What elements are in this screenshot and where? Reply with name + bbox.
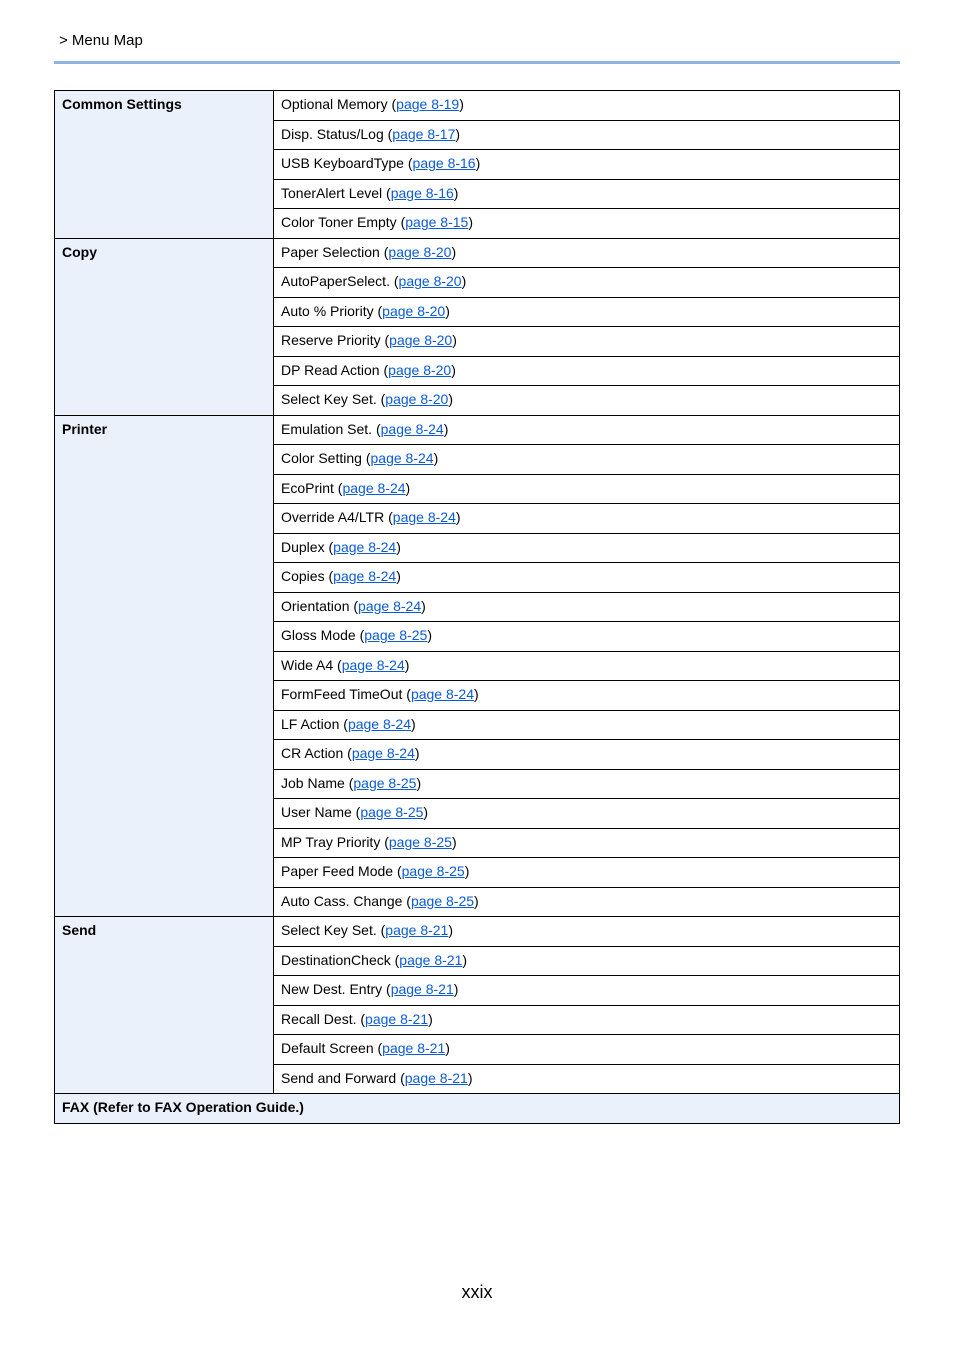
menu-item-label: Color Toner Empty [281, 214, 397, 230]
menu-item [274, 91, 900, 121]
paren-open: ( [376, 922, 386, 938]
menu-item-label: Auto % Priority [281, 302, 374, 319]
page-reference-link[interactable]: page 8-21 [399, 951, 463, 968]
paren-open: ( [349, 597, 359, 614]
page-reference-link[interactable]: page 8-25 [388, 833, 452, 850]
page-reference-link[interactable]: page 8-20 [388, 361, 452, 378]
paren-close: ) [443, 420, 449, 437]
paren-open: ( [396, 1069, 405, 1086]
menu-item-label: User Name [281, 804, 352, 820]
paren-open: ( [379, 361, 389, 378]
menu-item [274, 533, 900, 563]
paren-open: ( [383, 125, 393, 142]
menu-item-label: Disp. Status/Log [281, 125, 384, 142]
paren-open: ( [324, 568, 334, 584]
paren-open: ( [382, 184, 391, 201]
section-title: Copy [55, 238, 274, 415]
paren-open: ( [402, 686, 411, 702]
menu-item [274, 592, 900, 622]
paren-open: ( [373, 302, 383, 319]
menu-item [274, 917, 900, 947]
page-reference-link[interactable]: page 8-24 [333, 568, 397, 584]
menu-item [274, 297, 900, 327]
menu-item-label: Select Key Set. [281, 391, 377, 407]
menu-item-label: EcoPrint [281, 479, 334, 496]
paren-open: ( [339, 715, 348, 732]
menu-item [274, 327, 900, 357]
paren-close: ) [451, 243, 457, 260]
page-reference-link[interactable]: page 8-20 [389, 332, 453, 348]
paren-close: ) [423, 804, 429, 820]
menu-item [274, 120, 900, 150]
menu-item [274, 356, 900, 386]
table-row [55, 238, 900, 268]
menu-item [274, 238, 900, 268]
page-reference-link[interactable]: page 8-16 [412, 155, 476, 171]
paren-close: ) [464, 863, 470, 879]
paren-close: ) [448, 922, 454, 938]
menu-item-label: Gloss Mode [281, 627, 356, 643]
paren-open: ( [382, 981, 391, 997]
menu-item [274, 474, 900, 504]
paren-close: ) [396, 568, 401, 584]
menu-item [274, 415, 900, 445]
menu-item-label: Wide A4 [281, 656, 334, 673]
table-row [55, 91, 900, 121]
paren-close: ) [414, 745, 420, 761]
page-reference-link[interactable]: page 8-25 [364, 627, 428, 643]
menu-item [274, 209, 900, 239]
page-reference-link[interactable]: page 8-20 [388, 243, 452, 260]
page-reference-link[interactable]: page 8-24 [341, 656, 405, 673]
section-title: Common Settings [55, 91, 274, 239]
menu-item-label: Send and Forward [281, 1069, 397, 1086]
paren-close: ) [453, 184, 459, 201]
menu-item [274, 710, 900, 740]
menu-item [274, 504, 900, 534]
paren-open: ( [402, 892, 411, 909]
breadcrumb: > Menu Map [59, 32, 143, 49]
page-reference-link[interactable]: page 8-20 [385, 391, 449, 407]
menu-item [274, 386, 900, 416]
paren-close: ) [405, 479, 411, 496]
menu-item [274, 1005, 900, 1035]
paren-open: ( [379, 243, 389, 260]
paren-close: ) [421, 597, 426, 614]
page-reference-link[interactable]: page 8-25 [353, 774, 417, 791]
page-reference-link[interactable]: page 8-16 [390, 184, 454, 201]
paren-open: ( [403, 155, 413, 171]
menu-item-label: Color Setting [281, 450, 362, 466]
menu-item [274, 946, 900, 976]
menu-item-label: Copies [281, 568, 325, 584]
menu-item [274, 976, 900, 1006]
page-reference-link[interactable]: page 8-21 [404, 1069, 468, 1086]
paren-close: ) [445, 302, 450, 319]
header-divider [54, 61, 900, 64]
page-reference-link[interactable]: page 8-24 [333, 538, 397, 555]
page-reference-link[interactable]: page 8-19 [396, 96, 460, 112]
menu-item-label: Optional Memory [281, 96, 388, 112]
paren-close: ) [453, 981, 459, 997]
paren-open: ( [390, 951, 400, 968]
menu-item [274, 445, 900, 475]
paren-close: ) [462, 951, 468, 968]
page-reference-link[interactable]: page 8-24 [410, 686, 474, 702]
paren-open: ( [373, 1040, 383, 1056]
paren-close: ) [411, 715, 416, 732]
page-reference-link[interactable]: page 8-25 [360, 804, 424, 820]
menu-item-label: Job Name [281, 774, 345, 791]
menu-item-label: Duplex [281, 538, 325, 555]
menu-item-label: TonerAlert Level [281, 184, 383, 201]
menu-item [274, 681, 900, 711]
page-reference-link[interactable]: page 8-24 [358, 597, 422, 614]
menu-item-label: Orientation [281, 597, 350, 614]
paren-open: ( [389, 273, 399, 289]
page-reference-link[interactable]: page 8-24 [342, 479, 406, 496]
menu-item-label: USB KeyboardType [281, 155, 404, 171]
paren-open: ( [372, 420, 381, 437]
paren-close: ) [451, 833, 457, 850]
paren-open: ( [324, 538, 334, 555]
menu-item [274, 887, 900, 917]
page-reference-link[interactable]: page 8-21 [382, 1040, 446, 1056]
page-reference-link[interactable]: page 8-21 [390, 981, 454, 997]
menu-item [274, 769, 900, 799]
paren-close: ) [448, 391, 454, 407]
page-reference-link[interactable]: page 8-24 [347, 715, 411, 732]
paren-open: ( [393, 863, 402, 879]
menu-item [274, 150, 900, 180]
menu-item-label: LF Action [281, 715, 340, 732]
menu-item-label: Default Screen [281, 1040, 374, 1056]
page-reference-link[interactable]: page 8-24 [380, 420, 444, 437]
section-title: Send [55, 917, 274, 1094]
paren-open: ( [356, 1010, 366, 1027]
menu-item [274, 622, 900, 652]
paren-close: ) [468, 214, 473, 230]
menu-item-label: AutoPaperSelect. [281, 273, 390, 289]
menu-item-label: Override A4/LTR [281, 509, 385, 525]
menu-item-label: Recall Dest. [281, 1010, 357, 1027]
menu-item-label: New Dest. Entry [281, 981, 383, 997]
paren-open: ( [361, 450, 371, 466]
paren-open: ( [384, 509, 393, 525]
table-row [55, 415, 900, 445]
page-reference-link[interactable]: page 8-20 [382, 302, 446, 319]
page-reference-link[interactable]: page 8-24 [370, 450, 434, 466]
paren-open: ( [380, 332, 390, 348]
paren-close: ) [445, 1040, 450, 1056]
menu-item-label: Paper Selection [281, 243, 380, 260]
menu-item-label: CR Action [281, 745, 344, 761]
menu-item-label: Paper Feed Mode [281, 863, 394, 879]
table-row [55, 1094, 900, 1124]
menu-item-label: Reserve Priority [281, 332, 381, 348]
paren-close: ) [427, 627, 432, 643]
paren-open: ( [396, 214, 406, 230]
menu-map-table [54, 90, 900, 1124]
menu-item [274, 563, 900, 593]
paren-open: ( [376, 391, 386, 407]
page-reference-link[interactable]: page 8-25 [401, 863, 465, 879]
menu-item [274, 651, 900, 681]
menu-item-label: Auto Cass. Change [281, 892, 403, 909]
page-reference-link[interactable]: page 8-15 [405, 214, 469, 230]
page-reference-link[interactable]: page 8-25 [410, 892, 475, 909]
paren-close: ) [451, 361, 456, 378]
menu-item-label: DestinationCheck [281, 951, 391, 968]
menu-item-label: MP Tray Priority [281, 833, 381, 850]
page-reference-link[interactable]: page 8-21 [365, 1010, 429, 1027]
menu-item [274, 799, 900, 829]
page-reference-link[interactable]: page 8-24 [392, 509, 456, 525]
paren-close: ) [433, 450, 439, 466]
menu-item [274, 1064, 900, 1094]
menu-item-label: Emulation Set. [281, 420, 373, 437]
paren-open: ( [380, 833, 389, 850]
paren-close: ) [428, 1010, 433, 1027]
page-reference-link[interactable]: page 8-24 [351, 745, 415, 761]
paren-close: ) [467, 1069, 473, 1086]
menu-item-label: DP Read Action [281, 361, 380, 378]
menu-item [274, 179, 900, 209]
paren-open: ( [355, 627, 365, 643]
page-reference-link[interactable]: page 8-17 [392, 125, 456, 142]
page-reference-link[interactable]: page 8-21 [385, 922, 449, 938]
menu-item-label: Select Key Set. [281, 922, 377, 938]
paren-open: ( [333, 656, 342, 673]
paren-open: ( [333, 479, 343, 496]
paren-close: ) [396, 538, 401, 555]
menu-item [274, 1035, 900, 1065]
paren-close: ) [455, 509, 461, 525]
paren-close: ) [416, 774, 422, 791]
paren-close: ) [455, 125, 461, 142]
paren-close: ) [475, 155, 481, 171]
menu-item [274, 828, 900, 858]
paren-open: ( [387, 96, 397, 112]
fax-section-title: FAX (Refer to FAX Operation Guide.) [55, 1094, 900, 1124]
paren-open: ( [351, 804, 361, 820]
page-number: xxix [461, 1282, 493, 1302]
page-reference-link[interactable]: page 8-20 [398, 273, 462, 289]
paren-close: ) [404, 656, 410, 673]
section-title: Printer [55, 415, 274, 917]
paren-open: ( [344, 774, 354, 791]
menu-item [274, 858, 900, 888]
paren-close: ) [461, 273, 467, 289]
table-row [55, 917, 900, 947]
menu-item-label: FormFeed TimeOut [281, 686, 403, 702]
menu-item [274, 268, 900, 298]
paren-close: ) [452, 332, 457, 348]
paren-open: ( [343, 745, 352, 761]
paren-close: ) [474, 686, 479, 702]
paren-close: ) [474, 892, 479, 909]
paren-close: ) [459, 96, 464, 112]
menu-item [274, 740, 900, 770]
